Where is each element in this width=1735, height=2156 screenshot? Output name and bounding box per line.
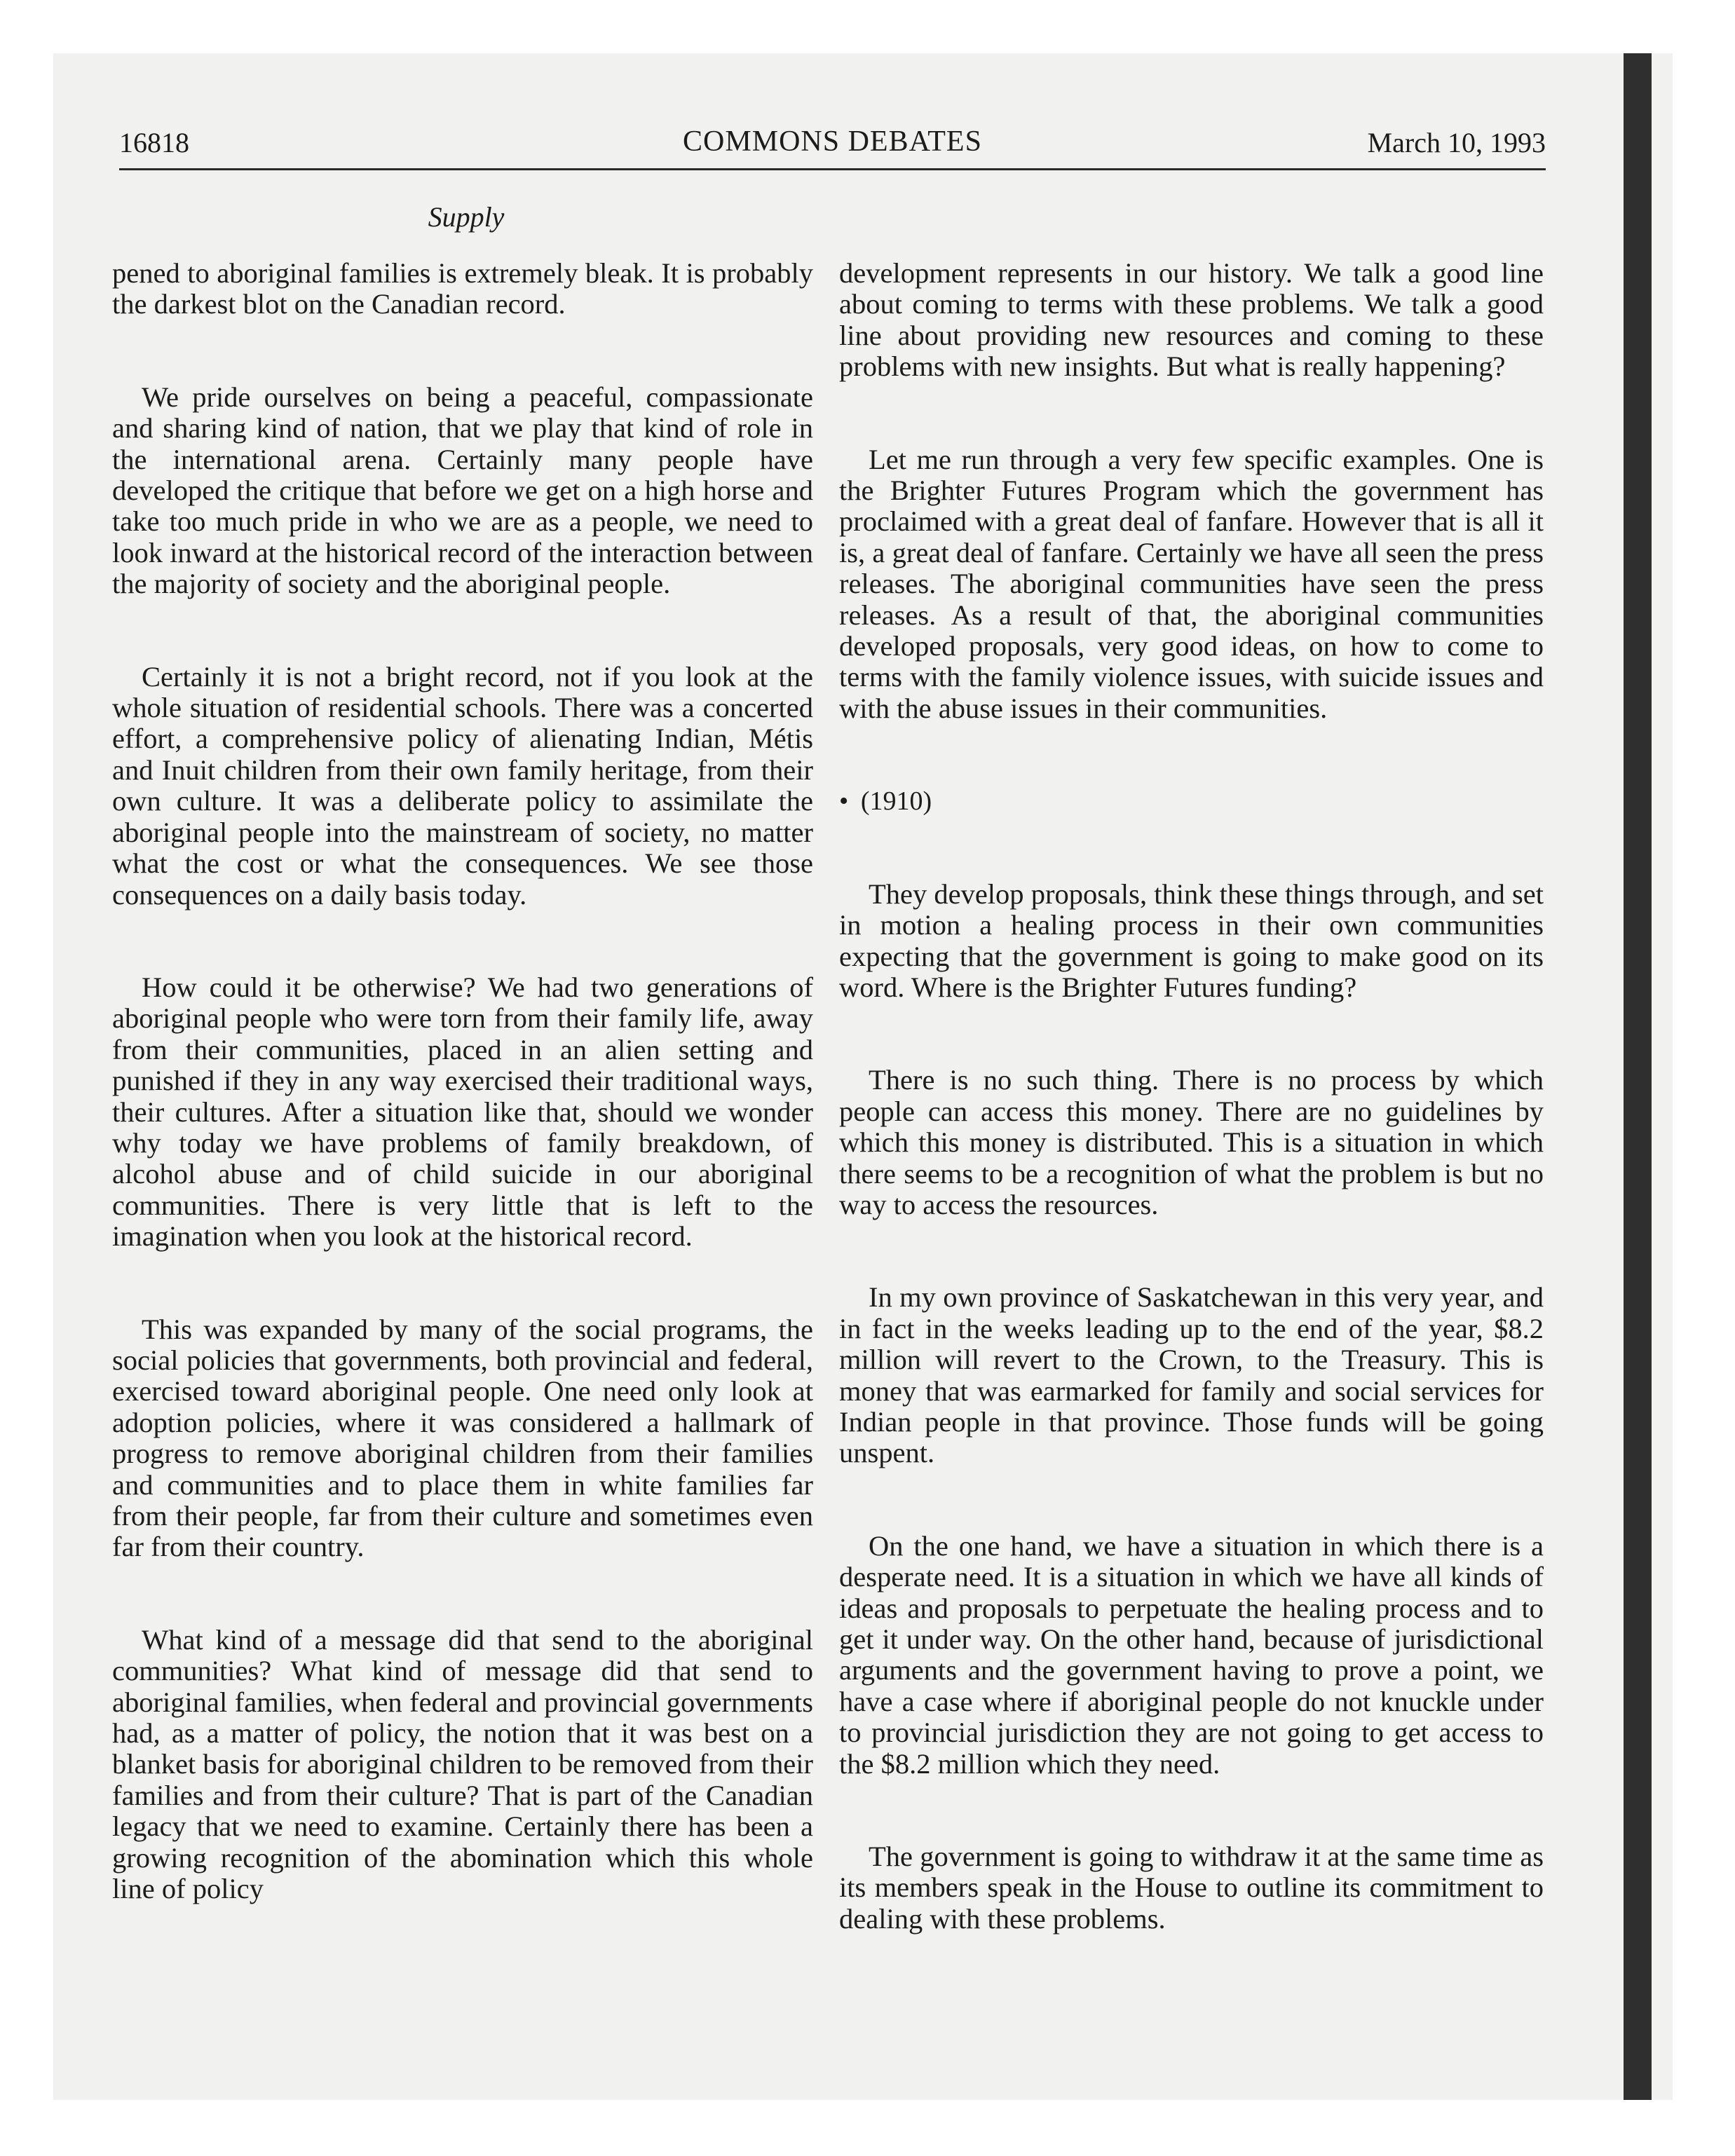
- paragraph: We pride ourselves on being a peaceful, compassionate and sharing kind of nation, that we play that kind of role in the international arena. Certainly many people have developed the critique that before we get on a high horse and take too much pride in who we are as a people, we need to look inward at the historical record of the interaction between the majority of society and the aboriginal people.: [112, 381, 813, 600]
- left-column: [112, 258, 813, 1966]
- issue-date: March 10, 1993: [1367, 127, 1546, 158]
- paragraph: There is no such thing. There is no process by which people can access this money. There are no guidelines by which this money is distributed. This is a situation in which there seems to be a recognition of what the problem is but no way to access the resources.: [839, 1064, 1544, 1220]
- paragraph: Let me run through a very few specific examples. One is the Brighter Futures Program which the government has proclaimed with a great deal of fanfare. However that is all it is, a great deal of fanfare. Certainly we have all seen the press releases. The aboriginal communities have seen the press releases. As a result of that, the aboriginal communities developed proposals, very good ideas, on how to come to terms with the family violence issues, with suicide issues and with the abuse issues in their communities.: [839, 443, 1544, 724]
- page-number: 16818: [119, 127, 189, 158]
- header-rule: [119, 168, 1546, 170]
- paragraph: pened to aboriginal families is extremely bleak. It is probably the darkest blot on the Canadian record.: [112, 257, 813, 320]
- paragraph: In my own province of Saskatchewan in this very year, and in fact in the weeks leading up to the end of the year, $8.2 million will revert to the Crown, to the Treasury. This is money that was earmarked for family and social services for Indian people in that province. Those funds will be going unspent.: [839, 1281, 1544, 1469]
- paragraph: What kind of a message did that send to the aboriginal communities? What kind of message did that send to aboriginal families, when federal and provincial governments had, as a matter of policy, the notion that it was best on a blanket basis for aboriginal children to be removed from their families and from their culture? That is part of the Canadian legacy that we need to examine. Certainly there has been a growing recognition of the abomination which this whole line of policy: [112, 1623, 813, 1905]
- page-header: [119, 121, 1546, 170]
- journal-title: COMMONS DEBATES: [683, 125, 982, 158]
- paragraph: development represents in our history. We talk a good line about coming to terms with these problems. We talk a good line about providing new resources and coming to these problems with new insights. But what is really happening?: [839, 257, 1544, 383]
- paragraph: This was expanded by many of the social programs, the social policies that governments, both provincial and federal, exercised toward aboriginal people. One need only look at adoption policies, where it was considered a hallmark of progress to remove aboriginal children from their families and communities and to place them in white families far from their people, far from their culture and sometimes even far from their country.: [112, 1313, 813, 1563]
- paragraph: On the one hand, we have a situation in which there is a desperate need. It is a situation in which we have all kinds of ideas and proposals to perpetuate the healing process and to get it under way. On the other hand, because of jurisdictional arguments and the government having to prove a point, we have a case where if aboriginal people do not knuckle under to provincial jurisdiction they are not going to get access to the $8.2 million which they need.: [839, 1529, 1544, 1780]
- paragraph: How could it be otherwise? We had two generations of aboriginal people who were torn from their family life, away from their communities, placed in an alien setting and punished if they in any way exercised their traditional ways, their cultures. After a situation like that, should we wonder why today we have problems of family breakdown, of alcohol abuse and of child suicide in our aboriginal communities. There is very little that is left to the imagination when you look at the historical record.: [112, 971, 813, 1253]
- scan-edge-shadow: [1624, 53, 1652, 2100]
- paragraph: Certainly it is not a bright record, not if you look at the whole situation of residential schools. There was a concerted effort, a comprehensive policy of alienating Indian, Métis and Inuit children from their own family heritage, from their own culture. It was a deliberate policy to assimilate the aboriginal people into the mainstream of society, no matter what the cost or what the consequences. We see those consequences on a daily basis today.: [112, 660, 813, 910]
- time-marker-text: (1910): [860, 786, 932, 817]
- section-label: Supply: [428, 201, 505, 233]
- time-marker: [839, 786, 1544, 817]
- paragraph: They develop proposals, think these things through, and set in motion a healing process in their own communities expecting that the government is going to make good on its word. Where is the Brighter Futures funding?: [839, 878, 1544, 1003]
- bullet-icon: •: [839, 786, 849, 817]
- paragraph: The government is going to withdraw it at the same time as its members speak in the House to outline its commitment to dealing with these problems.: [839, 1841, 1544, 1935]
- right-column: [839, 258, 1544, 1996]
